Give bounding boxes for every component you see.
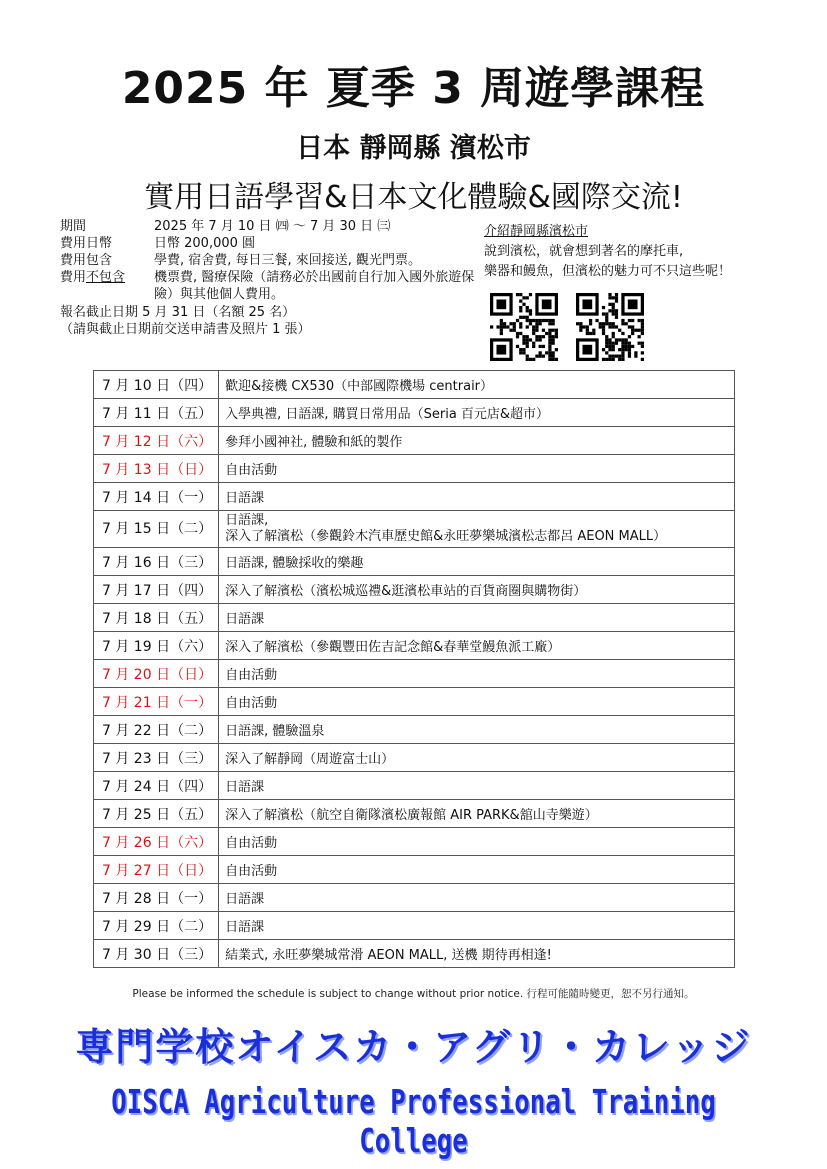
- fee-row: [60, 235, 480, 252]
- schedule-activity: [219, 576, 735, 604]
- schedule-date: 7 月 11 日（五）: [94, 399, 219, 427]
- included-label: 費用包含: [60, 253, 113, 268]
- schedule-activity: [219, 399, 735, 427]
- schedule-date: 7 月 23 日（三）: [94, 744, 219, 772]
- activity-text: 日語課: [225, 780, 265, 795]
- table-row: [94, 744, 735, 772]
- schedule-activity: [219, 632, 735, 660]
- table-row: [94, 772, 735, 800]
- schedule-activity: [219, 800, 735, 828]
- table-row: [94, 660, 735, 688]
- activity-text: 日語課,: [225, 513, 269, 528]
- schedule-date: 7 月 15 日（二）: [94, 511, 219, 548]
- schedule-activity: [219, 483, 735, 511]
- schedule-date: 7 月 17 日（四）: [94, 576, 219, 604]
- city-intro: [484, 222, 784, 282]
- activity-text: 自由活動: [225, 864, 278, 879]
- table-row: [94, 371, 735, 399]
- included-value: 學費, 宿舍費, 每日三餐, 來回接送, 觀光門票。: [154, 253, 422, 268]
- schedule-activity: [219, 884, 735, 912]
- school-name-en: OISCA Agriculture Professional Training College: [111, 1082, 716, 1160]
- table-row: [94, 800, 735, 828]
- schedule-date: 7 月 26 日（六）: [94, 828, 219, 856]
- schedule-date: 7 月 18 日（五）: [94, 604, 219, 632]
- deadline-note: （請與截止日期前交送申請書及照片 1 張）: [60, 322, 311, 337]
- activity-text: 日語課: [225, 612, 265, 627]
- schedule-date: 7 月 28 日（一）: [94, 884, 219, 912]
- fee-label: 費用日幣: [60, 236, 113, 251]
- table-row: [94, 716, 735, 744]
- location-subtitle: 日本 靜岡縣 濱松市: [296, 133, 531, 164]
- table-row: [94, 399, 735, 427]
- activity-text: 自由活動: [225, 696, 278, 711]
- period-value: 2025 年 7 月 10 日 ㈣ ～ 7 月 30 日 ㈢: [154, 219, 391, 234]
- schedule-date: 7 月 16 日（三）: [94, 548, 219, 576]
- qr-code-2[interactable]: [576, 293, 644, 361]
- schedule-activity: [219, 455, 735, 483]
- qr-code-1[interactable]: [490, 293, 558, 361]
- schedule-date: 7 月 24 日（四）: [94, 772, 219, 800]
- intro-line-1: 說到濱松，就會想到著名的摩托車,: [484, 244, 684, 259]
- schedule-activity: [219, 856, 735, 884]
- schedule-date: 7 月 27 日（日）: [94, 856, 219, 884]
- activity-text: 自由活動: [225, 668, 278, 683]
- schedule-activity: [219, 716, 735, 744]
- tagline: 實用日語學習&日本文化體驗&國際交流!: [144, 180, 683, 215]
- schedule-date: 7 月 14 日（一）: [94, 483, 219, 511]
- table-row: [94, 483, 735, 511]
- deadline: 報名截止日期 5 月 31 日（名額 25 名）: [60, 305, 296, 320]
- activity-text: 日語課, 體驗採收的樂趣: [225, 556, 364, 571]
- activity-text: 結業式, 永旺夢樂城常滑 AEON MALL, 送機 期待再相逢!: [225, 948, 552, 963]
- schedule-activity: [219, 604, 735, 632]
- excluded-label-prefix: 費用: [60, 270, 87, 285]
- school-name-jp: 専門学校オイスカ・アグリ・カレッジ: [75, 1025, 752, 1069]
- schedule-activity: [219, 912, 735, 940]
- table-row: [94, 576, 735, 604]
- activity-text: 日語課: [225, 892, 265, 907]
- schedule-table: [93, 370, 735, 968]
- intro-line-2: 樂器和鰻魚，但濱松的魅力可不只這些呢！: [484, 264, 732, 279]
- activity-text: 日語課: [225, 920, 265, 935]
- table-row: [94, 511, 735, 548]
- schedule-activity: [219, 828, 735, 856]
- table-row: [94, 856, 735, 884]
- period-row: [60, 218, 480, 235]
- schedule-activity: [219, 371, 735, 399]
- activity-text: 深入了解濱松（濱松城巡禮&逛濱松車站的百貨商圈與購物街）: [225, 584, 587, 599]
- table-row: [94, 632, 735, 660]
- activity-text: 自由活動: [225, 836, 278, 851]
- period-label: 期間: [60, 219, 87, 234]
- schedule-date: 7 月 25 日（五）: [94, 800, 219, 828]
- activity-text: 自由活動: [225, 463, 278, 478]
- table-row: [94, 940, 735, 968]
- excluded-row: [60, 269, 480, 303]
- table-row: [94, 604, 735, 632]
- schedule-date: 7 月 29 日（二）: [94, 912, 219, 940]
- activity-text: 日語課, 體驗溫泉: [225, 724, 325, 739]
- excluded-label-underlined: 不包含: [86, 270, 126, 285]
- schedule-notice: Please be informed the schedule is subject to change without prior notice. 行程可能隨時變更，恕不另行通知。: [132, 988, 695, 1000]
- activity-text: 參拜小國神社, 體驗和紙的製作: [225, 435, 403, 450]
- activity-text: 深入了解靜岡（周遊富士山）: [225, 752, 395, 767]
- activity-text: 日語課: [225, 491, 265, 506]
- table-row: [94, 828, 735, 856]
- excluded-value: 機票費, 醫療保險（請務必於出國前自行加入國外旅遊保險）與其他個人費用。: [154, 270, 475, 302]
- schedule-activity: [219, 940, 735, 968]
- schedule-date: 7 月 12 日（六）: [94, 427, 219, 455]
- schedule-date: 7 月 20 日（日）: [94, 660, 219, 688]
- table-row: [94, 427, 735, 455]
- schedule-date: 7 月 21 日（一）: [94, 688, 219, 716]
- fee-value: 日幣 200,000 圓: [154, 236, 256, 251]
- table-row: [94, 455, 735, 483]
- activity-text: 深入了解濱松（航空自衛隊濱松廣報館 AIR PARK&舘山寺樂遊）: [225, 808, 598, 823]
- qr-code-icon: [490, 293, 558, 361]
- schedule-activity: [219, 548, 735, 576]
- schedule-date: 7 月 10 日（四）: [94, 371, 219, 399]
- schedule-activity: [219, 511, 735, 548]
- schedule-date: 7 月 19 日（六）: [94, 632, 219, 660]
- activity-text: 深入了解濱松（參觀鈴木汽車歷史館&永旺夢樂城濱松志都呂 AEON MALL）: [225, 529, 667, 544]
- schedule-date: 7 月 30 日（三）: [94, 940, 219, 968]
- table-row: [94, 688, 735, 716]
- schedule-activity: [219, 660, 735, 688]
- schedule-date: 7 月 13 日（日）: [94, 455, 219, 483]
- table-row: [94, 912, 735, 940]
- included-row: [60, 252, 480, 269]
- schedule-activity: [219, 688, 735, 716]
- activity-text: 歡迎&接機 CX530（中部國際機場 centrair）: [225, 379, 494, 394]
- schedule-activity: [219, 772, 735, 800]
- program-info: [60, 218, 480, 338]
- intro-heading: 介紹靜岡縣濱松市: [484, 224, 589, 239]
- schedule-activity: [219, 427, 735, 455]
- page-title: 2025 年 夏季 3 周遊學課程: [121, 63, 706, 114]
- table-row: [94, 884, 735, 912]
- schedule-activity: [219, 744, 735, 772]
- qr-code-icon: [576, 293, 644, 361]
- activity-text: 深入了解濱松（參觀豐田佐吉記念館&春華堂鰻魚派工廠）: [225, 640, 561, 655]
- table-row: [94, 548, 735, 576]
- excluded-label: [60, 269, 154, 303]
- activity-text: 入學典禮, 日語課, 購買日常用品（Seria 百元店&超市）: [225, 407, 550, 422]
- schedule-date: 7 月 22 日（二）: [94, 716, 219, 744]
